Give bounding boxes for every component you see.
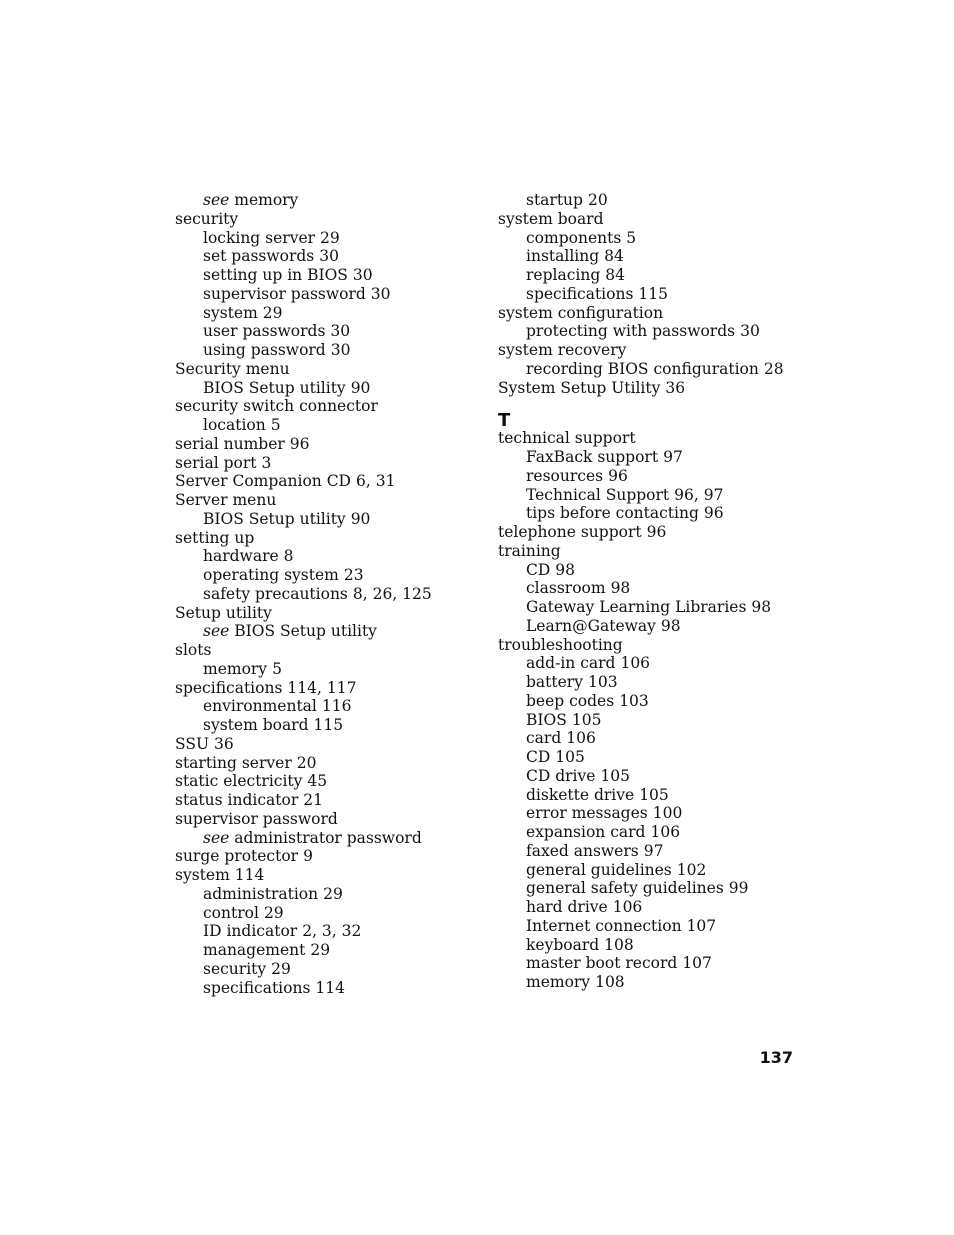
entry-page-refs: 108 — [604, 935, 634, 954]
index-subentry — [498, 711, 788, 730]
entry-page-refs: 105 — [555, 748, 585, 766]
entry-page-refs: 20 — [587, 191, 608, 209]
entry-term: supervisor password — [175, 809, 338, 828]
entry-term: location — [203, 416, 266, 434]
index-subentry — [175, 547, 475, 566]
entry-term: serial number — [175, 434, 285, 453]
entry-page-refs: 97 — [643, 841, 664, 860]
entry-page-refs: 116 — [321, 697, 352, 716]
entry-term: general guidelines — [526, 860, 672, 879]
entry-term: memory — [526, 973, 591, 991]
entry-term: surge protector — [175, 847, 299, 866]
index-subentry — [498, 598, 788, 617]
entry-term: hardware — [203, 547, 279, 566]
entry-term: setting up — [175, 528, 255, 547]
entry-page-refs: 115 — [638, 284, 668, 303]
index-subentry — [498, 229, 788, 248]
index-subentry — [175, 904, 475, 923]
index-entry — [175, 529, 475, 548]
index-subentry — [498, 954, 788, 973]
index-subentry — [498, 823, 788, 842]
entry-term: management — [203, 941, 306, 959]
index-subentry — [498, 879, 788, 898]
entry-page-refs: 96 — [703, 504, 724, 523]
entry-page-refs: 106 — [620, 654, 651, 673]
entry-page-refs: 29 — [262, 303, 283, 322]
index-entry — [175, 491, 475, 510]
index-subentry — [175, 229, 475, 248]
index-subentry — [175, 191, 475, 210]
entry-page-refs: 5 — [270, 416, 281, 434]
index-subentry — [498, 973, 788, 992]
entry-term: security — [175, 209, 239, 228]
entry-term: components — [526, 228, 622, 247]
entry-term: SSU — [175, 734, 210, 753]
entry-page-refs: 99 — [728, 879, 749, 898]
index-subentry — [175, 585, 475, 604]
entry-term: system board — [498, 209, 604, 228]
index-subentry — [175, 266, 475, 285]
entry-page-refs: 36 — [214, 734, 234, 753]
entry-term: system — [203, 303, 258, 322]
entry-page-refs: 106 — [612, 898, 643, 916]
entry-term: BIOS Setup utility — [203, 378, 346, 397]
entry-term: administrator password — [234, 828, 422, 847]
index-subentry — [498, 467, 788, 486]
index-entry — [175, 754, 475, 773]
entry-term: resources — [526, 466, 604, 485]
index-entry — [498, 523, 788, 542]
index-entry — [175, 641, 475, 660]
entry-term: faxed answers — [526, 841, 639, 860]
index-entry — [175, 847, 475, 866]
entry-page-refs: 20 — [296, 753, 317, 772]
entry-page-refs: 90 — [350, 378, 371, 397]
entry-term: memory — [203, 659, 268, 678]
entry-term: installing — [526, 247, 600, 266]
entry-page-refs: 23 — [343, 566, 364, 584]
index-subentry — [175, 322, 475, 341]
entry-page-refs: 29 — [323, 884, 343, 903]
entry-term: battery — [526, 673, 583, 691]
entry-page-refs: 6, 31 — [356, 472, 396, 491]
section-heading-t: T — [498, 410, 511, 432]
entry-page-refs: 29 — [263, 903, 284, 922]
index-subentry — [498, 786, 788, 805]
entry-page-refs: 106 — [650, 823, 681, 841]
entry-page-refs: 106 — [566, 729, 596, 748]
entry-term: serial port — [175, 453, 257, 472]
entry-term: troubleshooting — [498, 635, 623, 654]
entry-term: Setup utility — [175, 603, 272, 622]
index-subentry — [498, 561, 788, 580]
entry-term: supervisor password — [203, 284, 366, 303]
entry-page-refs: 96 — [608, 466, 628, 485]
entry-term: administration — [203, 884, 319, 903]
entry-page-refs: 100 — [652, 804, 683, 823]
index-column-left — [175, 191, 475, 997]
index-subentry — [175, 566, 475, 585]
index-subentry — [498, 673, 788, 692]
entry-page-refs: 105 — [600, 766, 631, 785]
entry-page-refs: 36 — [665, 378, 686, 397]
entry-page-refs: 29 — [271, 959, 291, 978]
entry-term: user passwords — [203, 322, 326, 341]
entry-page-refs: 108 — [595, 973, 625, 991]
entry-page-refs: 30 — [330, 322, 351, 341]
entry-page-refs: 115 — [313, 716, 344, 734]
entry-term: diskette drive — [526, 785, 635, 804]
entry-term: BIOS — [526, 710, 567, 729]
index-subentry — [498, 360, 788, 379]
entry-term: card — [526, 729, 562, 748]
entry-term: add-in card — [526, 654, 616, 673]
entry-term: specifications — [175, 678, 283, 697]
entry-term: classroom — [526, 579, 606, 598]
entry-page-refs: 114 — [234, 866, 265, 884]
entry-term: FaxBack support — [526, 448, 659, 466]
entry-page-refs: 84 — [604, 247, 624, 266]
index-entry — [498, 210, 788, 229]
entry-term: BIOS Setup utility — [234, 622, 377, 641]
entry-page-refs: 98 — [660, 616, 681, 635]
entry-term: memory — [234, 191, 299, 209]
entry-term: Gateway Learning Libraries — [526, 598, 747, 616]
index-subentry — [498, 654, 788, 673]
entry-page-refs: 30 — [740, 322, 760, 341]
index-subentry — [498, 191, 788, 210]
index-subentry — [175, 885, 475, 904]
entry-term: Server menu — [175, 491, 277, 509]
entry-page-refs: 96, 97 — [674, 485, 724, 504]
entry-page-refs: 98 — [751, 598, 772, 616]
index-entry — [175, 472, 475, 491]
index-subentry — [498, 617, 788, 636]
entry-page-refs: 29 — [320, 228, 340, 247]
index-subentry — [498, 504, 788, 523]
entry-term: locking server — [203, 228, 316, 247]
entry-page-refs: 5 — [626, 228, 637, 247]
index-right-t-list — [498, 429, 788, 992]
entry-page-refs: 30 — [352, 266, 373, 284]
page-number: 137 — [759, 1048, 793, 1067]
index-subentry — [175, 622, 475, 641]
index-subentry — [175, 285, 475, 304]
index-subentry — [498, 247, 788, 266]
index-entry — [175, 604, 475, 623]
index-subentry — [498, 448, 788, 467]
index-subentry — [175, 341, 475, 360]
index-entry — [498, 542, 788, 561]
index-entry — [498, 304, 788, 323]
entry-term: slots — [175, 641, 212, 659]
entry-page-refs: 5 — [272, 659, 282, 678]
index-subentry — [498, 748, 788, 767]
entry-page-refs: 8, 26, 125 — [352, 584, 432, 603]
entry-term: environmental — [203, 697, 317, 716]
index-subentry — [175, 379, 475, 398]
index-entry — [498, 341, 788, 360]
entry-term: hard drive — [526, 898, 608, 916]
index-entry — [175, 454, 475, 473]
index-subentry — [175, 716, 475, 735]
entry-term: Internet connection — [526, 916, 682, 935]
entry-page-refs: 103 — [587, 673, 618, 691]
entry-term: specifications — [526, 284, 634, 303]
entry-term: system recovery — [498, 341, 627, 359]
entry-page-refs: 97 — [663, 448, 683, 466]
entry-term: replacing — [526, 266, 601, 284]
index-subentry — [175, 941, 475, 960]
entry-term: CD drive — [526, 766, 596, 785]
index-entry — [175, 866, 475, 885]
entry-term: error messages — [526, 804, 648, 823]
entry-term: general safety guidelines — [526, 879, 724, 898]
entry-page-refs: 29 — [310, 941, 331, 959]
index-subentry — [175, 660, 475, 679]
entry-page-refs: 102 — [676, 860, 707, 879]
entry-term: security switch connector — [175, 397, 378, 416]
entry-term: using password — [203, 341, 326, 359]
entry-term: starting server — [175, 753, 292, 772]
entry-page-refs: 84 — [605, 266, 625, 284]
entry-page-refs: 107 — [682, 954, 712, 973]
entry-page-refs: 3 — [261, 453, 272, 472]
index-subentry — [175, 829, 475, 848]
entry-page-refs: 105 — [639, 785, 669, 804]
index-entry — [175, 679, 475, 698]
entry-term: System Setup Utility — [498, 378, 661, 397]
entry-term: Security menu — [175, 359, 290, 378]
entry-term: Technical Support — [526, 485, 670, 504]
entry-page-refs: 96 — [289, 434, 310, 453]
index-entry — [498, 636, 788, 655]
index-subentry — [498, 842, 788, 861]
entry-page-refs: 30 — [319, 247, 339, 266]
index-entry — [498, 379, 788, 398]
index-subentry — [498, 486, 788, 505]
entry-term: startup — [526, 191, 583, 209]
entry-page-refs: 114 — [315, 978, 345, 997]
entry-term: recording BIOS configuration — [526, 359, 759, 378]
see-reference: see — [203, 191, 230, 209]
entry-page-refs: 103 — [619, 691, 649, 710]
entry-term: training — [498, 541, 561, 560]
index-subentry — [175, 247, 475, 266]
index-subentry — [175, 416, 475, 435]
entry-page-refs: 9 — [303, 847, 313, 866]
entry-term: keyboard — [526, 935, 600, 954]
index-subentry — [175, 922, 475, 941]
index-subentry — [498, 917, 788, 936]
entry-term: tips before contacting — [526, 504, 699, 523]
index-entry — [175, 810, 475, 829]
index-subentry — [498, 579, 788, 598]
index-subentry — [175, 304, 475, 323]
index-subentry — [498, 322, 788, 341]
index-column-right — [498, 191, 788, 992]
index-subentry — [498, 898, 788, 917]
entry-page-refs: 107 — [686, 916, 717, 935]
entry-term: static electricity — [175, 772, 303, 791]
index-subentry — [498, 861, 788, 880]
index-subentry — [498, 285, 788, 304]
entry-term: status indicator — [175, 791, 299, 809]
entry-term: system configuration — [498, 303, 664, 322]
entry-page-refs: 28 — [763, 359, 784, 378]
index-subentry — [175, 979, 475, 998]
index-entry — [175, 435, 475, 454]
entry-term: system — [175, 866, 230, 884]
entry-page-refs: 96 — [646, 523, 667, 541]
index-entry — [175, 397, 475, 416]
entry-term: Server Companion CD — [175, 472, 351, 491]
entry-term: beep codes — [526, 691, 615, 710]
entry-term: security — [203, 959, 267, 978]
entry-term: technical support — [498, 429, 636, 448]
index-entry — [175, 735, 475, 754]
see-reference: see — [203, 622, 230, 641]
entry-page-refs: 114, 117 — [287, 678, 357, 697]
entry-page-refs: 2, 3, 32 — [302, 922, 362, 941]
index-entry — [175, 360, 475, 379]
index-entry — [175, 772, 475, 791]
entry-page-refs: 21 — [303, 791, 323, 809]
entry-term: BIOS Setup utility — [203, 509, 346, 528]
entry-term: control — [203, 903, 259, 922]
index-subentry — [498, 729, 788, 748]
entry-term: expansion card — [526, 823, 646, 841]
entry-term: ID indicator — [203, 922, 298, 941]
index-subentry — [498, 804, 788, 823]
entry-page-refs: 90 — [350, 509, 371, 528]
entry-page-refs: 30 — [370, 284, 391, 303]
entry-term: protecting with passwords — [526, 322, 736, 341]
entry-term: master boot record — [526, 954, 678, 973]
entry-page-refs: 98 — [610, 579, 631, 598]
entry-term: setting up in BIOS — [203, 266, 348, 284]
index-entry — [498, 429, 788, 448]
entry-page-refs: 8 — [283, 547, 294, 566]
entry-page-refs: 30 — [330, 341, 351, 359]
entry-term: CD — [526, 560, 551, 579]
entry-page-refs: 98 — [555, 560, 576, 579]
index-subentry — [175, 697, 475, 716]
entry-term: CD — [526, 748, 551, 766]
index-subentry — [498, 692, 788, 711]
entry-term: system board — [203, 716, 309, 734]
index-subentry — [175, 510, 475, 529]
entry-term: set passwords — [203, 247, 315, 266]
index-subentry — [175, 960, 475, 979]
entry-term: safety precautions — [203, 584, 348, 603]
index-subentry — [498, 767, 788, 786]
see-reference: see — [203, 828, 230, 847]
index-subentry — [498, 266, 788, 285]
index-right-top-list — [498, 191, 788, 397]
entry-term: Learn@Gateway — [526, 616, 656, 635]
entry-page-refs: 105 — [571, 710, 602, 729]
index-subentry — [498, 936, 788, 955]
entry-term: operating system — [203, 566, 339, 584]
entry-term: telephone support — [498, 523, 642, 541]
entry-page-refs: 45 — [307, 772, 328, 791]
index-entry — [175, 791, 475, 810]
index-entry — [175, 210, 475, 229]
entry-term: specifications — [203, 978, 311, 997]
